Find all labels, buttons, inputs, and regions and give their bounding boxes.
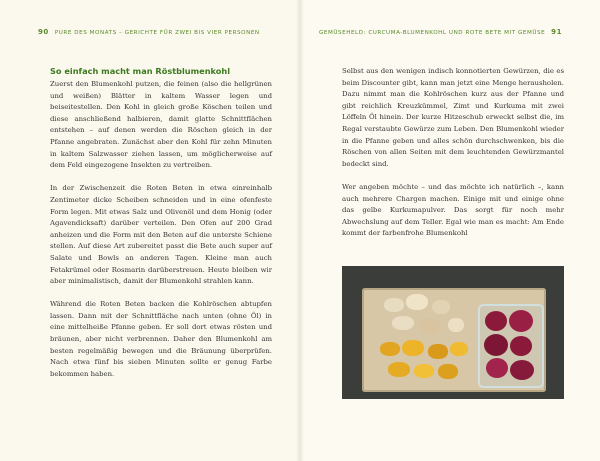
right-page bbox=[300, 0, 600, 461]
cauliflower-floret bbox=[432, 300, 450, 314]
beet-slice bbox=[484, 334, 508, 356]
turmeric-cauliflower-floret bbox=[450, 342, 468, 356]
section-subheading: So einfach macht man Röstblumenkohl bbox=[50, 66, 231, 76]
body-paragraph: In der Zwischenzeit die Roten Beten in etwa einreinhalb Zentimeter dicke Scheiben schneiden und in eine ofenfeste Form legen. Mit etwas Salz und Olivenöl und dem Honig (oder Agavendicksaft) darüber verteilen. Den Ofen auf 200 Grad anheizen und die Form mit den Beten auf die unterste Schiene stellen. Auf diese Art zubereitet passt die Bete auch super auf Salate und Bowls an anderen Tagen. Kleine man auch Fetakrümel oder Rosmarin darüberstreuen. Heute bleiben wir aber minimalistisch, damit der Blumenkohl strahlen kann. bbox=[50, 184, 272, 286]
body-paragraph: Wer angeben möchte – und das möchte ich natürlich –, kann auch mehrere Chargen machen. Einige mit und einige ohne das gelbe Kurkumapulver. Das sorgt für noch mehr Abwechslung auf dem Teller. Egal wie man es macht: Am Ende kommt der farbenfrohe Blumenkohl bbox=[342, 182, 564, 238]
cauliflower-floret bbox=[406, 294, 428, 310]
turmeric-cauliflower-floret bbox=[388, 362, 410, 377]
body-paragraph: Zuerst den Blumenkohl putzen, die feinen (also die hellgrünen und weißen) Blätter in kaltem Wasser legen und beiseitestellen. Den Kohl in gleich große Köschen teilen und diese anschließend halbieren, damit glatte Schnittflächen entstehen – auf denen werden die Röschen gleich in der Pfanne angebraten. Zunächst aber den Kohl für zehn Minuten in kaltem Salzwasser ziehen lassen, um möglicherweise auf dem Feld eingezogene Insekten zu vertreiben. bbox=[50, 80, 272, 170]
beet-slice bbox=[486, 358, 508, 378]
food-photo bbox=[342, 266, 564, 399]
cauliflower-floret bbox=[420, 318, 440, 333]
turmeric-cauliflower-floret bbox=[414, 364, 434, 378]
turmeric-cauliflower-floret bbox=[380, 342, 400, 356]
right-text-column bbox=[342, 66, 564, 252]
body-paragraph: Während die Roten Beten backen die Kohlröschen abtupfen lassen. Dann mit der Schnittfläche nach unten (ohne Öl) in eine mittelheiße Pfanne geben. Er soll dort etwas rösten und bräunen, aber nicht verbrennen. Daher den Blumenkohl am besten regelmäßig bewegen und die Bräunung überprüfen. Nach etwa fünf bis sieben Minuten sollte er genug Farbe bekommen haben. bbox=[50, 300, 272, 378]
turmeric-cauliflower-floret bbox=[428, 344, 448, 359]
beet-slice bbox=[485, 311, 507, 331]
turmeric-cauliflower-floret bbox=[402, 340, 424, 356]
cauliflower-floret bbox=[392, 316, 414, 330]
right-running-head bbox=[319, 28, 568, 36]
glass-baking-dish bbox=[478, 304, 544, 388]
turmeric-cauliflower-floret bbox=[438, 364, 458, 379]
beet-slice bbox=[510, 360, 534, 380]
cauliflower-floret bbox=[448, 318, 464, 332]
left-page-number: 90 bbox=[38, 28, 49, 36]
body-paragraph: Selbst aus den wenigen indisch konnotierten Gewürzen, die es beim Discounter gibt, kann man jetzt eine Menge herausholen. Dazu nimmt man die Kohlröschen kurz aus der Pfanne und gibt reichlich Kreuzkümmel, Zimt und Kurkuma mit zwei Löffeln Öl hinein. Der kurze Hitzeschub erweckt selbst die, im Regal verstaubte Gewürze zum Leben. Den Blumenkohl wieder in die Pfanne geben und alles schön durchschwenken, bis die Röschen von allen Seiten mit dem leuchtenden Gewürzmantel bedeckt sind. bbox=[342, 67, 564, 168]
left-text-column bbox=[50, 66, 272, 392]
left-running-head-text: PURE DES MONATS – GERICHTE FÜR ZWEI BIS VIER PERSONEN bbox=[54, 30, 260, 36]
book-gutter bbox=[296, 0, 304, 461]
right-page-number: 91 bbox=[551, 28, 562, 36]
baking-tray bbox=[362, 288, 546, 392]
right-running-head-text: GEMÜSEHELD: CURCUMA-BLUMENKOHL UND ROTE BETE MIT GEMÜSE bbox=[319, 30, 546, 36]
left-running-head bbox=[32, 28, 260, 36]
cauliflower-floret bbox=[384, 298, 404, 312]
beet-slice bbox=[509, 310, 533, 332]
beet-slice bbox=[510, 336, 532, 356]
